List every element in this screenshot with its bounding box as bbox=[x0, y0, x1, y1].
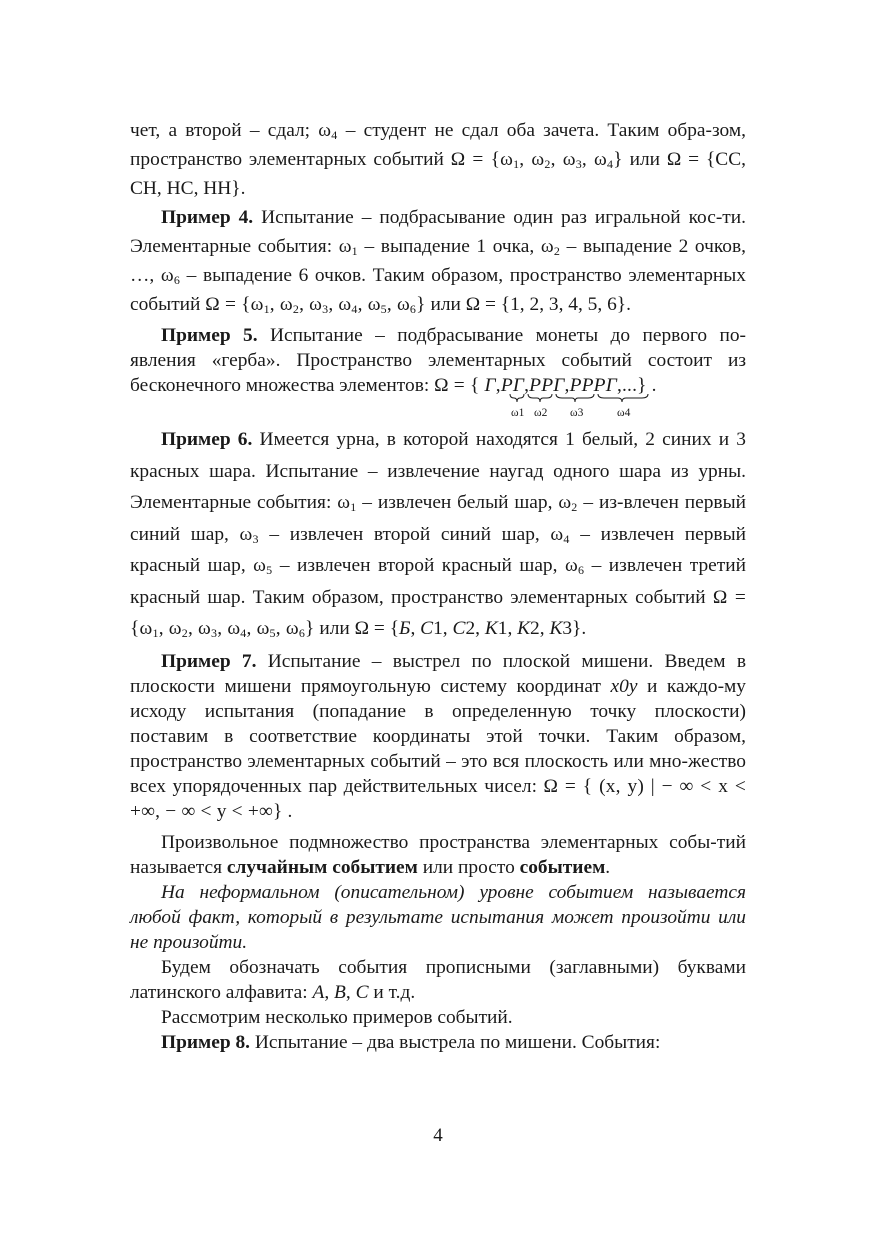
example-8: Пример 8. Испытание – два выстрела по мишени. События: bbox=[161, 1031, 661, 1053]
brace-label-3: ω3 bbox=[570, 407, 584, 419]
notation-paragraph: Будем обозначать события прописными (заглавными) буквами латинского алфавита: A, B, C и т.д. bbox=[130, 956, 746, 1003]
underbrace-row bbox=[130, 398, 746, 424]
underbrace-graphic bbox=[508, 392, 678, 406]
page-body bbox=[130, 116, 746, 1055]
example-7-title: Пример 7. bbox=[161, 650, 257, 672]
example-7: Пример 7. Испытание – выстрел по плоской мишени. Введем в плоскости мишени прямоугольную систему координат x0y и каждо-му исходу испытания (попадание в определенную точку плоскости) поставим в соответствие координаты этой точки. Таким образом, пространство элементарных событий – это вся плоскость или мно-жество всех упорядоченных пар действительных чисел: Ω = { (x, y) | − ∞ < x < +∞, − ∞ < y < +∞} . bbox=[130, 650, 746, 822]
example-6: Пример 6. Имеется урна, в которой находятся 1 белый, 2 синих и 3 красных шара. Испытание – извлечение наугад одного шара из урны. Элементарные события: $\omega_1$ – извлечен белый шар, $\omega_2$ – из-влечен первый синий шар, $\omega_3$ – извлечен второй синий шар, $\omega_4$ – извлечен первый красный шар, $\omega_5$ – извлечен второй красный шар, $\omega_6$ – извлечен третий красный шар. Таким образом, пространство элементарных событий $\Omega = \{\omega_1$, $\omega_2$, $\omega_3$, $\omega_4$, $\omega_5$, $\omega_6$} или Ω = {Б, С1, С2, К1, К2, К3}. bbox=[130, 429, 747, 640]
example-8-title: Пример 8. bbox=[161, 1031, 251, 1053]
informal-definition: На неформальном (описательном) уровне событием называется любой факт, который в результате испытания может произойти или не произойти. bbox=[130, 881, 746, 953]
brace-label-1: ω1 bbox=[511, 407, 525, 419]
paragraph-continued: чет, а второй – сдал; $\omega_4$ – студент не сдал оба зачета. Таким обра-зом, пространство элементарных событий $\Omega = \{\omega_1$, $\omega_2$, $\omega_3$, $\omega_4$} или Ω = {СС, СН, НС, НН}. bbox=[130, 120, 747, 199]
example-5-title: Пример 5. bbox=[161, 325, 258, 346]
example-5: Пример 5. Испытание – подбрасывание монеты до первого по-явления «герба». Пространство элементарных событий состоит из бесконечного множества элементов: Ω = { Г,РГ,РРГ,РРРГ,...} . bbox=[130, 325, 746, 396]
definition-paragraph: Произвольное подмножество пространства элементарных собы-тий называется случайным событием или просто событием. bbox=[130, 831, 746, 878]
brace-label-4: ω4 bbox=[617, 407, 631, 419]
example-4: Пример 4. Испытание – подбрасывание один раз игральной кос-ти. Элементарные события: $\omega_1$ – выпадение 1 очка, $\omega_2$ – выпадение 2 очков, …, $\omega_6$ – выпадение 6 очков. Таким образом, пространство элементарных событий $\Omega = \{\omega_1$, $\omega_2$, $\omega_3$, $\omega_4$, $\omega_5$, $\omega_6$} или Ω = {1, 2, 3, 4, 5, 6}. bbox=[130, 207, 747, 316]
coin-outcome-set: Ω = { Г,РГ,РРГ,РРРГ,...} . bbox=[434, 375, 657, 396]
page-number: 4 bbox=[433, 1125, 443, 1146]
example-4-title: Пример 4. bbox=[161, 207, 254, 228]
example-6-title: Пример 6. bbox=[161, 429, 253, 450]
plane-formula: Ω = { (x, y) | − ∞ < x < +∞, − ∞ < y < +∞} . bbox=[130, 775, 746, 822]
consider-paragraph: Рассмотрим несколько примеров событий. bbox=[161, 1006, 513, 1028]
brace-label-2: ω2 bbox=[534, 407, 548, 419]
